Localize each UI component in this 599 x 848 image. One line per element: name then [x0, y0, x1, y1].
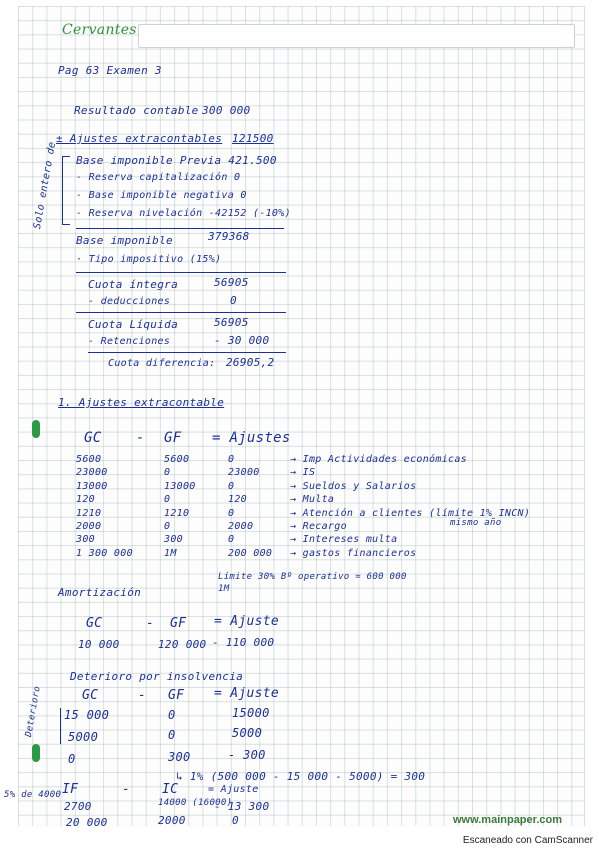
deducciones-value: 0 [230, 294, 237, 307]
det-gf: GF [168, 688, 185, 703]
limit-1m: 1M [218, 584, 230, 594]
det-row3-gf: 300 [168, 750, 191, 764]
base-label: Base imponible [76, 234, 173, 247]
adj-row-desc: → Imp Actividades económicas [290, 454, 467, 465]
ifc-minus: - [122, 782, 131, 797]
ifc-row1-if: 2700 [64, 800, 92, 813]
brand-logo: Cervantes [62, 22, 137, 38]
ifc-if: IF [62, 782, 79, 797]
det-calc: ↳ 1% (500 000 - 15 000 - 5000) = 300 [176, 770, 426, 783]
det-row2-gc: 5000 [68, 730, 99, 744]
adj-header-gc: GC [84, 430, 102, 446]
adj-row-gf: 0 [164, 467, 171, 479]
limit-note: Límite 30% Bº operativo = 600 000 [218, 572, 407, 582]
section-ajustes: 1. Ajustes extracontable [58, 396, 225, 409]
det-row3-gc: 0 [68, 752, 76, 766]
adj-row-aj: 2000 [228, 521, 254, 532]
amort-gc: GC [86, 616, 103, 631]
adj-row-desc: → IS [290, 467, 316, 479]
ifc-ic: IC [162, 782, 179, 797]
adj-header-eq: = Ajustes [212, 430, 291, 446]
mismo-ano-note: mismo año [450, 518, 502, 528]
amort-row-aj: - 110 000 [212, 636, 275, 649]
adj-row-gc: 2000 [76, 521, 102, 532]
reserva-capitalizacion: - Reserva capitalización 0 [76, 172, 241, 183]
result-label: Resultado contable [74, 104, 199, 117]
deterioro-title: Deterioro por insolvencia [70, 670, 244, 683]
ifc-row2-if: 20 000 [66, 816, 108, 829]
adj-row-gc: 1210 [76, 507, 102, 519]
adj-row-aj: 0 [228, 507, 235, 519]
retenciones-label: - Retenciones [88, 336, 171, 347]
amort-minus: - [146, 616, 155, 631]
cuota-integra-label: Cuota íntegra [88, 278, 178, 291]
det-minus: - [138, 688, 147, 703]
ifc-row2-aj: 0 [232, 814, 239, 827]
header-box [138, 24, 575, 48]
adj-row-desc: → Sueldos y Salarios [290, 480, 417, 492]
adj-row-gc: 23000 [76, 467, 108, 479]
det-row3-aj: - 300 [228, 748, 266, 762]
tipo-impositivo: · Tipo impositivo (15%) [76, 254, 222, 265]
ifc-eq: = Ajuste [208, 784, 259, 795]
adj-row-aj: 0 [228, 454, 235, 465]
retenciones-value: - 30 000 [214, 334, 270, 347]
cuota-integra-value: 56905 [214, 276, 249, 289]
adj-row-gf: 0 [164, 494, 171, 506]
adj-row-desc: → gastos financieros [290, 547, 417, 559]
binder-hole-bottom [32, 744, 40, 762]
adj-row-aj: 23000 [228, 467, 260, 479]
adj-row-gf: 5600 [164, 454, 190, 465]
adj-row-gf: 13000 [164, 480, 196, 492]
deducciones-label: - deducciones [88, 296, 171, 307]
side-note: Solo entero de [32, 140, 59, 230]
adj-row-gc: 120 [76, 494, 95, 506]
base-negativa: - Base imponible negativa 0 [76, 190, 247, 201]
base-value: 379368 [208, 230, 250, 243]
amort-gf: GF [170, 616, 187, 631]
cuota-diferencial-label: Cuota diferencia: [108, 358, 216, 369]
adj-row-desc: → Multa [290, 494, 335, 506]
det-eq: = Ajuste [214, 686, 280, 701]
adj-row-desc: → Recargo [290, 521, 347, 532]
adj-row-gc: 13000 [76, 480, 108, 492]
result-value: 300 000 [202, 104, 251, 117]
cuota-diferencial-value: 26905,2 [226, 356, 275, 369]
adj-row-desc: → Atención a clientes (límite 1% INCN) [290, 507, 531, 519]
cuota-liquida-label: Cuota Líquida [88, 318, 178, 331]
scanner-footer: Escaneado con CamScanner [462, 835, 593, 846]
ifc-side-note: 5% de 4000 [4, 790, 62, 800]
adj-row-gf: 1210 [164, 507, 190, 519]
notebook-page [4, 6, 585, 829]
adj-row-aj: 0 [228, 480, 235, 492]
adj-row-aj: 120 [228, 494, 247, 506]
adj-header-gf: GF [164, 430, 182, 446]
adj-header-minus: - [136, 430, 145, 446]
deterioro-side-note: Deterioro [24, 685, 43, 738]
ifc-row2-ic: 2000 [158, 814, 186, 827]
ifc-row1-aj: - 13 300 [214, 800, 270, 813]
det-row2-gf: 0 [168, 728, 176, 742]
adj-row-gc: 1 300 000 [76, 547, 133, 559]
det-row1-gc: 15 000 [64, 708, 110, 722]
amort-row-gf: 120 000 [158, 638, 207, 651]
page-heading: Pag 63 Examen 3 [58, 64, 162, 77]
amort-title: Amortización [58, 586, 142, 599]
det-row1-gf: 0 [168, 708, 176, 722]
ifc-ic-sub: 14000 (16000) [158, 798, 233, 808]
adj-row-gf: 1M [164, 547, 177, 559]
base-previa: Base imponible Previa 421.500 [76, 154, 277, 167]
adj-row-gc: 300 [76, 534, 95, 546]
amort-row-gc: 10 000 [78, 638, 120, 651]
reserva-nivelacion: - Reserva nivelación -42152 (-10%) [76, 208, 291, 219]
adjustments-label: ± Ajustes extracontables [56, 132, 223, 145]
det-row2-aj: 5000 [232, 726, 263, 740]
amort-eq: = Ajuste [214, 614, 280, 629]
bracket [62, 156, 63, 224]
cuota-liquida-value: 56905 [214, 316, 249, 329]
adj-row-aj: 200 000 [228, 547, 273, 559]
adj-row-desc: → Intereses multa [290, 534, 398, 546]
website-url: www.mainpaper.com [452, 814, 562, 826]
det-gc: GC [82, 688, 99, 703]
det-row1-aj: 15000 [232, 706, 270, 720]
adj-row-gc: 5600 [76, 454, 102, 465]
adjustments-value: 121500 [232, 132, 274, 145]
adj-row-gf: 300 [164, 534, 183, 546]
adj-row-aj: 0 [228, 534, 235, 546]
adj-row-gf: 0 [164, 521, 171, 532]
binder-hole-top [32, 420, 40, 438]
